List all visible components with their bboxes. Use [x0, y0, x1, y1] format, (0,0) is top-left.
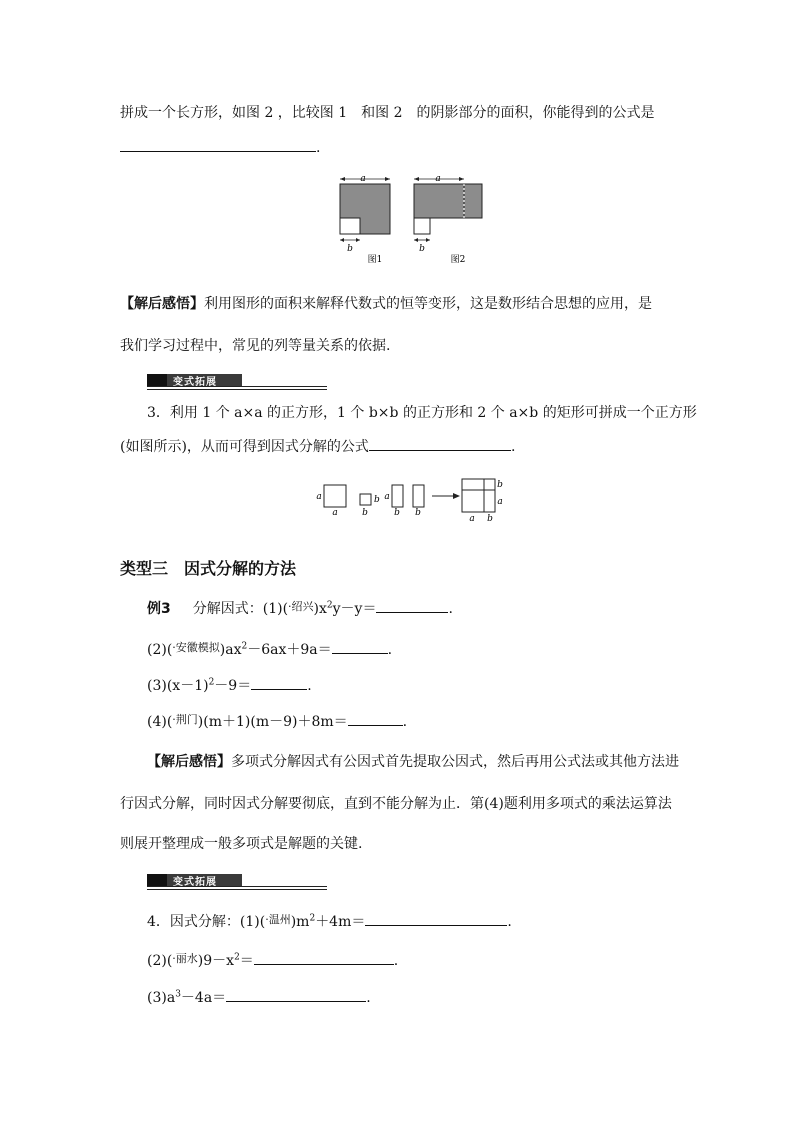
question-3-line: (如图所示)，从而可得到因式分解的公式 . [120, 436, 515, 457]
question-4-part-3: $(3)a^3-4a=$ . [147, 987, 371, 1008]
svg-text:a: a [469, 514, 475, 524]
question-4-part-1: 4．因式分解：$(1)(^{\cdot 温州})m^2+4m=$ . [147, 913, 512, 930]
fig2-small-square [414, 218, 430, 234]
answer-blank[interactable] [376, 598, 448, 613]
square-composition-figure [310, 474, 520, 524]
fig2-shaded-rect [414, 184, 464, 218]
svg-text:a: a [316, 492, 322, 502]
example-3-part-1: 例3 分解因式：$(1)(^{\cdot 绍兴})x^2y-y=$ . [147, 600, 453, 617]
section-title: 类型三 因式分解的方法 [120, 559, 297, 578]
note-line: 【解后感悟】利用图形的面积来解释代数式的恒等变形，这是数形结合思想的应用，是 [120, 296, 652, 312]
paragraph-line: 拼成一个长方形，如图 2 ，比较图 1 和图 2 的阴影部分的面积，你能得到的公式是 [120, 105, 655, 121]
variant-banner: 变式拓展 [147, 374, 327, 390]
note-line: 我们学习过程中，常见的列等量关系的依据. [120, 338, 391, 354]
variant-banner: 变式拓展 [147, 874, 327, 890]
answer-blank[interactable] [120, 137, 316, 152]
svg-text:a: a [497, 497, 503, 507]
answer-line: . [120, 137, 320, 158]
answer-blank[interactable] [348, 711, 403, 726]
fig2-label-a: a [435, 174, 441, 184]
svg-text:b: b [362, 508, 368, 518]
svg-text:a: a [384, 492, 390, 502]
svg-text:a: a [332, 508, 338, 518]
fig2-label-b: b [419, 244, 425, 254]
question-3-line: 3．利用 1 个 a×a 的正方形，1 个 b×b 的正方形和 2 个 a×b 的矩形可拼成一个正方形 [147, 405, 697, 421]
fig1-label-a: a [360, 174, 366, 184]
question-4-part-2: $(2)(^{\cdot 丽水})9-x^2=$ . [147, 952, 399, 969]
svg-text:b: b [487, 514, 493, 524]
svg-text:b: b [497, 480, 503, 490]
svg-text:b: b [394, 508, 400, 518]
fig2-extension [464, 184, 482, 218]
answer-blank[interactable] [365, 911, 507, 926]
answer-blank[interactable] [369, 436, 511, 451]
example-3-part-4: (4)($^{\cdot 荆门}$)(m＋1)(m－9)＋8m＝ . [147, 713, 408, 730]
svg-text:b: b [415, 508, 421, 518]
answer-blank[interactable] [254, 950, 394, 965]
note-line: 行因式分解，同时因式分解要彻底，直到不能分解为止．第(4)题利用多项式的乘法运算法 [120, 796, 672, 812]
note-line: 【解后感悟】多项式分解因式有公因式首先提取公因式，然后再用公式法或其他方法进 [147, 754, 679, 770]
note-line: 则展开整理成一般多项式是解题的关键. [120, 836, 363, 852]
svg-text:b: b [374, 495, 380, 505]
fig1-small-square [340, 218, 360, 234]
answer-blank[interactable] [226, 987, 366, 1002]
area-figure [330, 170, 500, 270]
answer-blank[interactable] [251, 675, 307, 690]
fig1-label-b: b [347, 244, 353, 254]
example-3-part-3: $(3)(x-1)^2-9=$ . [147, 675, 312, 696]
answer-blank[interactable] [332, 639, 388, 654]
fig1-caption: 图1 [367, 255, 383, 265]
example-3-part-2: $(2)(^{\cdot 安徽模拟})ax^2-6ax+9a=$ . [147, 641, 393, 658]
fig2-caption: 图2 [450, 255, 466, 265]
